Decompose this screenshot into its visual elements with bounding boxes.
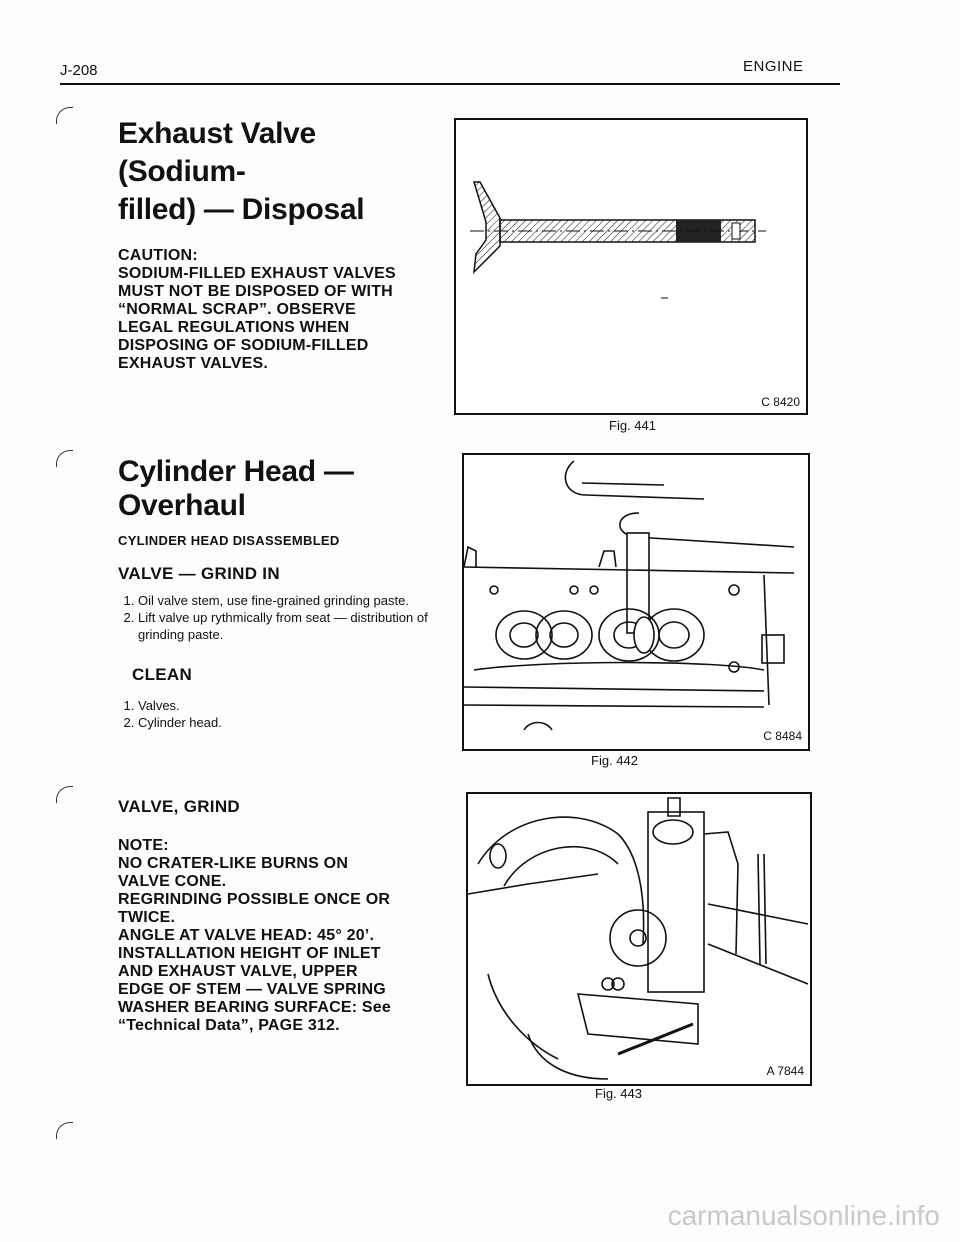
figure-443-box [466, 792, 812, 1086]
clean-steps [118, 697, 438, 731]
margin-mark [56, 450, 73, 467]
figure-code: A 7844 [766, 1064, 804, 1078]
valve-grinder-illustration [468, 794, 810, 1084]
valve-illustration [456, 120, 806, 413]
figure-442-box [462, 453, 810, 751]
margin-mark [56, 107, 73, 124]
section-exhaust-valve-disposal [118, 115, 438, 373]
header-rule [60, 83, 840, 85]
section-valve-grind [118, 797, 438, 1035]
figure-caption: Fig. 442 [591, 753, 638, 768]
clean-heading: CLEAN [132, 665, 193, 684]
figure-caption: Fig. 441 [609, 418, 656, 433]
page-number: J-208 [60, 62, 98, 79]
list-item: 1. Valves. [138, 697, 438, 714]
section-title: Cylinder Head — Overhaul [118, 455, 354, 522]
list-item: 2. Cylinder head. [138, 714, 438, 731]
section-heading: VALVE, GRIND [118, 797, 240, 816]
note-label: NOTE: [118, 837, 169, 854]
watermark: carmanualsonline.info [667, 1200, 940, 1231]
list-item: 2. Lift valve up rythmically from seat — distribution of grinding paste. [138, 609, 438, 643]
step-heading: VALVE — GRIND IN [118, 564, 280, 583]
margin-mark [56, 1122, 73, 1139]
caution-label: CAUTION: [118, 247, 198, 264]
figure-441-box [454, 118, 808, 415]
section-cylinder-head-overhaul [118, 455, 438, 731]
figure-code: C 8484 [763, 729, 802, 743]
figure-code: C 8420 [761, 395, 800, 409]
section-header: ENGINE [743, 58, 804, 75]
list-item: 1. Oil valve stem, use fine-grained grinding paste. [138, 592, 438, 609]
note-block: NOTE: NO CRATER-LIKE BURNS ON VALVE CONE. REGRINDING POSSIBLE ONCE OR TWICE. ANGLE AT VALVE HEAD: 45° 20’. INSTALLATION HEIGHT OF INLET AND EXHAUST VALVE, UPPER EDGE OF STEM — VALVE SPRING WASHER BEARING SURFACE: See “Technical Data”, PAGE 312. [118, 837, 438, 1035]
cylinder-head-illustration [464, 455, 808, 749]
grind-steps [118, 592, 438, 643]
section-title: Exhaust Valve (Sodium- filled) — Disposal [118, 117, 365, 226]
figure-caption: Fig. 443 [595, 1086, 642, 1101]
margin-mark [56, 786, 73, 803]
caution-block: CAUTION: SODIUM-FILLED EXHAUST VALVES MUST NOT BE DISPOSED OF WITH “NORMAL SCRAP”. OBSERVE LEGAL REGULATIONS WHEN DISPOSING OF SODIUM-FILLED EXHAUST VALVES. [118, 247, 438, 373]
subheading: CYLINDER HEAD DISASSEMBLED [118, 533, 340, 548]
